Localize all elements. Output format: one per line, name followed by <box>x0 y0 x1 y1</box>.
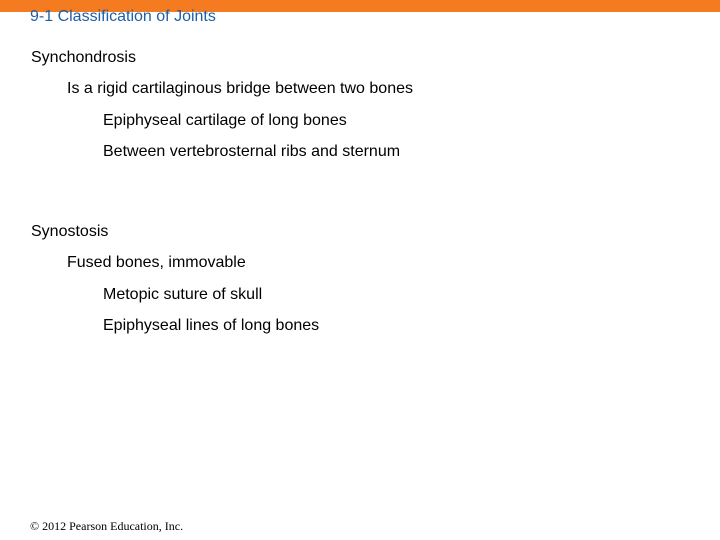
synostosis-example: Metopic suture of skull <box>103 286 263 303</box>
slide-title: 9-1 Classification of Joints <box>30 8 216 25</box>
synostosis-example: Epiphyseal lines of long bones <box>103 317 320 334</box>
synchondrosis-example: Epiphyseal cartilage of long bones <box>103 112 347 129</box>
synchondrosis-heading: Synchondrosis <box>31 49 136 66</box>
synostosis-heading: Synostosis <box>31 223 109 240</box>
copyright-notice: © 2012 Pearson Education, Inc. <box>30 519 184 533</box>
synostosis-definition: Fused bones, immovable <box>67 254 246 271</box>
synchondrosis-definition: Is a rigid cartilaginous bridge between two bones <box>67 80 413 97</box>
synchondrosis-example: Between vertebrosternal ribs and sternum <box>103 143 401 160</box>
